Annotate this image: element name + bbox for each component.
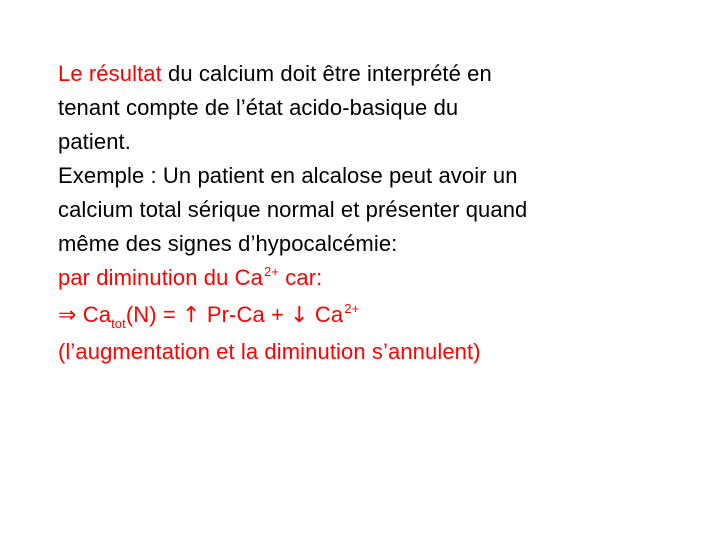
implies-icon: ⇒ [58, 303, 77, 328]
text-line-5: calcium total sérique normal et présenter quand [58, 197, 528, 222]
text-line-1 [58, 57, 678, 91]
conclusion-line: (l’augmentation et la diminution s’annulent) [58, 339, 481, 364]
text-line-1-rest: du calcium doit être interprété en [161, 61, 492, 86]
mechanism-text: par diminution du Ca [58, 265, 264, 290]
total-subscript: tot [111, 316, 126, 331]
calcium-charge-superscript: 2+ [264, 264, 280, 279]
highlight-resultat: Le résultat [58, 61, 162, 86]
formula-line [58, 298, 678, 335]
text-line-6: même des signes d’hypocalcémie: [58, 231, 398, 256]
slide-text-body [58, 57, 678, 369]
example-line: Exemple : Un patient en alcalose peut avoir un [58, 163, 518, 188]
mechanism-line [58, 261, 678, 298]
ion-charge-superscript: 2+ [344, 301, 360, 316]
text-line-2: tenant compte de l’état acido-basique du [58, 95, 459, 120]
formula-normal: (N) = [125, 302, 183, 327]
formula-ca-ion: Ca [308, 302, 344, 327]
formula-ca: Ca [76, 302, 112, 327]
mechanism-car: car: [279, 265, 323, 290]
arrow-down-icon: ↓ [290, 303, 309, 328]
formula-prca: Pr-Ca + [200, 302, 291, 327]
text-line-3: patient. [58, 129, 131, 154]
arrow-up-icon: ↑ [182, 303, 201, 328]
